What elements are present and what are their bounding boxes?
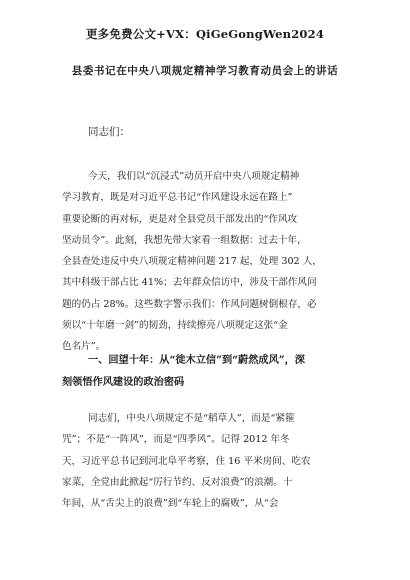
paragraph-line: 天，习近平总书记到河北阜平考察，住 16 平米房间、吃农 bbox=[62, 455, 311, 467]
salutation: 同志们： bbox=[88, 126, 130, 138]
paragraph-line: 咒”；不是“一阵风”，而是“四季风”。记得 2012 年冬 bbox=[62, 434, 290, 446]
paragraph-line: 色名片”。 bbox=[62, 341, 106, 353]
paragraph-section-1 bbox=[62, 408, 352, 514]
paragraph-line: 家菜，全党由此掀起“厉行节约、反对浪费”的浪潮。十 bbox=[62, 476, 293, 488]
paragraph-line: 全县查处违反中央八项规定精神问题 217 起，处理 302 人， bbox=[62, 256, 322, 268]
paragraph-line: 其中科级干部占比 41%；去年群众信访中，涉及干部作风问 bbox=[62, 277, 317, 289]
paragraph-line: 同志们，中央八项规定不是“稻草人”，而是“紧箍 bbox=[88, 413, 295, 424]
section-heading bbox=[62, 349, 354, 393]
paragraph-line: 今天，我们以“沉浸式”动员开启中央八项规定精神 bbox=[88, 171, 300, 182]
paragraph-opening bbox=[62, 166, 352, 358]
paragraph-line: 年间，从“舌尖上的浪费”到“车轮上的腐败”，从“会 bbox=[62, 498, 279, 510]
document-title: 县委书记在中央八项规定精神学习教育动员会上的讲话 bbox=[71, 65, 339, 77]
promo-header: 更多免费公文+VX：QiGeGongWen2024 bbox=[85, 27, 325, 41]
paragraph-line: 坚动员令”。此刻，我想先带大家看一组数据：过去十年， bbox=[62, 234, 307, 246]
paragraph-line: 题的仍占 28%。这些数字警示我们：作风问题树倒根存，必 bbox=[62, 298, 317, 310]
paragraph-line: 重要论断的再对标，更是对全县党员干部发出的“作风攻 bbox=[62, 213, 298, 225]
paragraph-line: 须以“十年磨一剑”的韧劲，持续擦亮八项规定这张“金 bbox=[62, 320, 288, 332]
heading-line: 一、回望十年：从“徙木立信”到“蔚然成风”，深 bbox=[88, 354, 305, 366]
paragraph-line: 学习教育，既是对习近平总书记“作风建设永远在路上” bbox=[62, 192, 293, 204]
heading-line: 刻领悟作风建设的政治密码 bbox=[62, 376, 185, 388]
